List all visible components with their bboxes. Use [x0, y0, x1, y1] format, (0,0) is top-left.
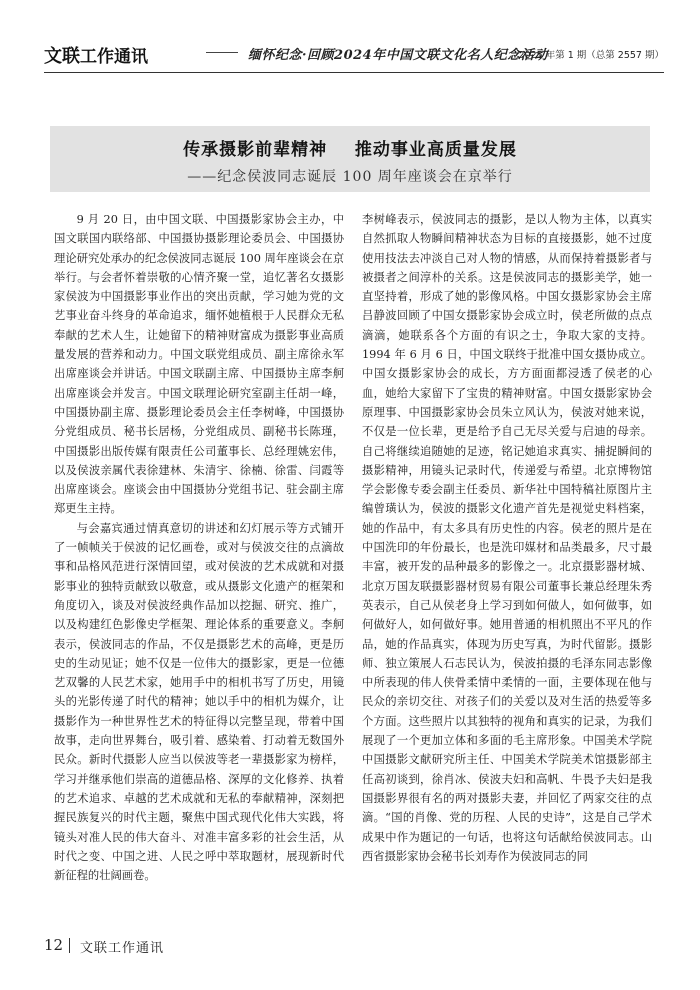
- paragraph: 9 月 20 日，由中国文联、中国摄影家协会主办，中国文联国内联络部、中国摄协摄影理论委员会、中国摄协理论研究处承办的纪念侯波同志诞辰 100 周年座谈会在京举行。与会者怀着崇敬的心情齐聚一堂，追忆著名女摄影家侯波为中国摄影事业作出的突出贡献，学习她为党的文艺事业奋斗终身的革命追求，缅怀她植根于人民群众无私奉献的艺术人生，让她留下的精神财富成为摄影事业高质量发展的营养和动力。中国文联党组成员、副主席徐永军出席座谈会并讲话。中国文联副主席、中国摄协主席李舸出席座谈会并发言。中国文联理论研究室副主任胡一峰，中国摄协副主席、摄影理论委员会主任李树峰，中国摄协分党组成员、秘书长居杨，分党组成员、副秘书长陈瑾，中国摄影出版传媒有限责任公司董事长、总经理姚宏伟，以及侯波亲属代表徐建林、朱清宇、徐楠、徐雷、闫霞等出席座谈会。座谈会由中国摄协分党组书记、驻会副主席郑更生主持。: [54, 213, 344, 516]
- article-title-box: [50, 126, 650, 192]
- header-rule-line: [44, 72, 664, 73]
- campaign-banner: 缅怀纪念·回顾2024年中国文联文化名人纪念活动: [248, 48, 548, 63]
- header-divider: [206, 52, 238, 53]
- right-column: [362, 210, 652, 866]
- footer-divider: [69, 938, 70, 953]
- brand-subtitle: 工作通讯: [80, 47, 148, 67]
- page-number: 12: [44, 936, 64, 954]
- paragraph: 李树峰表示，侯波同志的摄影，是以人物为主体，以真实自然抓取人物瞬间精神状态为目标的直接摄影，她不过度使用技法去冲淡自己对人物的情感，从而保持着摄影者与被摄者之间淳朴的关系。这是侯波同志的摄影美学，她一直坚持着，形成了她的影像风格。中国女摄影家协会主席吕静波回顾了中国女摄影家协会成立时，侯老所做的点点滴滴，她联系各个方面的有识之士，争取大家的支持。1994 年 6 月 6 日，中国文联终于批准中国女摄协成立。中国女摄影家协会的成长，方方面面都浸透了侯老的心血，她给大家留下了宝贵的精神财富。中国女摄影家协会原理事、中国摄影家协会员朱立风认为，侯波对她来说，不仅是一位长辈，更是给予自己无尽关爱与启迪的母亲。自己将继续追随她的足迹，铭记她追求真实、捕捉瞬间的摄影精神，用镜头记录时代，传递爱与希望。北京博物馆学会影像专委会副主任委员、新华社中国特稿社原图片主编曾璜认为，侯波的摄影文化遗产首先是视觉史料档案，她的作品中，有太多具有历史性的内容。侯老的照片是在中国洗印的年份最长，也是洗印媒材和品类最多，尺寸最丰富，被开发的品种最多的影像之一。北京摄影器材城、北京万国友联摄影器材贸易有限公司董事长兼总经理朱秀英表示，自己从侯老身上学习到如何做人，如何做事，如何做好人，如何做好事。她用普通的相机照出不平凡的作品，她的作品真实，体现为历史写真，为时代留影。摄影师、独立策展人石志民认为，侯波拍摄的毛泽东同志影像中所表现的伟人侠骨柔情中柔情的一面，主要体现在他与民众的亲切交往、对孩子们的关爱以及对生活的热爱等多个方面。这些照片以其独特的视角和真实的记录，为我们展现了一个更加立体和多面的毛主席形象。中国美术学院中国摄影文献研究所主任、中国美术学院美术馆摄影部主任高初谈到，徐肖冰、侯波夫妇和高帆、牛畏予夫妇是我国摄影界很有名的两对摄影夫妻，并回忆了两家交往的点滴。“国的肖像、党的历程、人民的史诗”，这是自己学术成果中作为题记的一句话，也将这句话献给侯波同志。山西省摄影家协会秘书长刘寿作为侯波同志的同: [362, 213, 652, 863]
- paragraph: 与会嘉宾通过情真意切的讲述和幻灯展示等方式铺开了一帧帧关于侯波的记忆画卷，或对与侯波交往的点滴故事和品格风范进行深情回望，或对侯波的艺术成就和对摄影事业的独特贡献致以敬意，或从摄影文化遗产的框架和角度切入，谈及对侯波经典作品加以挖掘、研究、推广，以及构建红色影像史学框架、理论体系的重要意义。李舸表示，侯波同志的作品，不仅是摄影艺术的高峰，更是历史的生动见证；她不仅是一位伟大的摄影家，更是一位德艺双馨的人民艺术家，她用手中的相机书写了历史，用镜头的光影传递了时代的精神；她以手中的相机为媒介，让摄影作为一种世界性艺术的特征得以完整呈现，带着中国故事，走向世界舞台，吸引着、感染着、打动着无数国外民众。新时代摄影人应当以侯波等老一辈摄影家为榜样，学习并继承他们崇高的道德品格、深厚的文化修养、执着的艺术追求、卓越的艺术成就和无私的奉献精神，深刻把握民族复兴的时代主题，聚焦中国式现代化伟大实践，将镜头对准人民的伟大奋斗、对准丰富多彩的社会生活，从时代之变、中国之进、人民之呼中萃取题材，展现新时代新征程的壮阔画卷。: [54, 521, 344, 883]
- publication-brand: [44, 42, 148, 68]
- article-title: 传承摄影前辈精神 推动事业高质量发展: [183, 140, 517, 160]
- left-column: [54, 210, 344, 885]
- issue-number: 2025 年第 1 期（总第 2557 期）: [518, 50, 664, 61]
- brand-logo-text: 文联: [44, 46, 80, 67]
- article-subtitle: ——纪念侯波同志诞辰 100 周年座谈会在京举行: [187, 169, 513, 185]
- page-header: [44, 40, 664, 70]
- footer-publication-name: 文联工作通讯: [80, 941, 165, 956]
